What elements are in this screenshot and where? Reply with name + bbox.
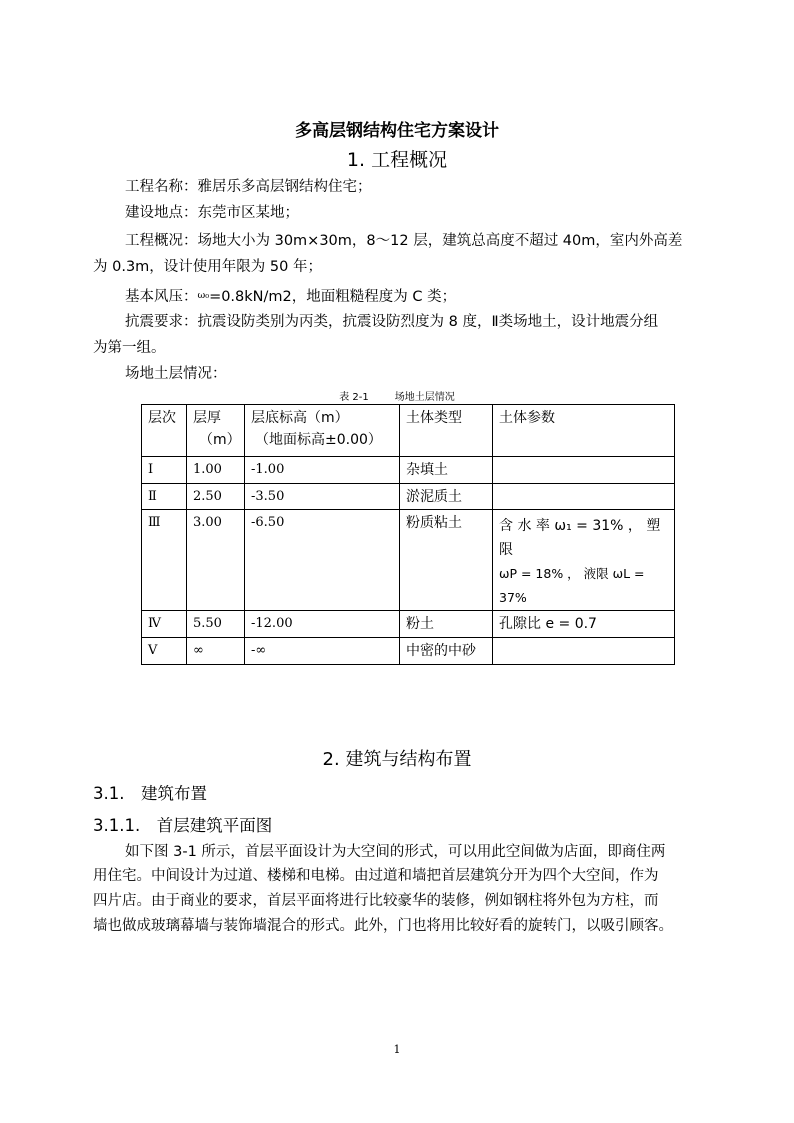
document-title: 多高层钢结构住宅方案设计 <box>295 121 499 141</box>
cell-soil-type: 杂填土 <box>400 457 493 484</box>
table-row <box>142 510 675 611</box>
header-thickness: 层厚 （m） <box>187 405 245 457</box>
paragraph-line-1: 如下图 3-1 所示，首层平面设计为大空间的形式，可以用此空间做为店面，即商住两 <box>125 844 666 860</box>
wind-label: 基本风压： <box>125 289 198 305</box>
cell-soil-params <box>493 457 675 484</box>
soil-intro-line: 场地土层情况： <box>125 366 227 382</box>
table-caption-title: 场地土层情况 <box>394 392 455 403</box>
page-number: 1 <box>393 1043 401 1056</box>
overview-line-1: 工程概况：场地大小为 30m×30m，8～12 层，建筑总高度不超过 40m，室内外高差 <box>125 233 683 249</box>
header-soil-type: 土体类型 <box>400 405 493 457</box>
table-row <box>142 638 675 665</box>
cell-elevation: -1.00 <box>245 457 400 484</box>
header-layer: 层次 <box>142 405 187 457</box>
section-2-heading: 2. 建筑与结构布置 <box>322 749 472 770</box>
seismic-line-1: 抗震要求：抗震设防类别为丙类，抗震设防烈度为 8 度，Ⅱ类场地土，设计地震分组 <box>125 314 659 330</box>
location-line: 建设地点：东莞市区某地； <box>125 205 299 221</box>
soil-layer-table <box>141 404 675 665</box>
wind-value: =0.8kN/m2，地面粗糙程度为 C 类； <box>209 289 457 305</box>
cell-elevation: -3.50 <box>245 484 400 510</box>
wind-pressure-line <box>125 286 456 307</box>
cell-thickness: 5.50 <box>187 611 245 638</box>
cell-thickness: ∞ <box>187 638 245 665</box>
table-caption <box>0 388 794 403</box>
header-soil-params: 土体参数 <box>493 405 675 457</box>
cell-soil-type: 粉质粘土 <box>400 510 493 611</box>
paragraph-line-3: 四片店。由于商业的要求，首层平面将进行比较豪华的装修，例如钢柱将外包为方柱，而 <box>93 893 659 909</box>
header-elevation: 层底标高（m） （地面标高±0.00） <box>245 405 400 457</box>
cell-elevation: -6.50 <box>245 510 400 611</box>
cell-thickness: 2.50 <box>187 484 245 510</box>
cell-layer: Ⅳ <box>142 611 187 638</box>
cell-soil-params: 含 水 率 ω₁ = 31% ， 塑 限 ωP = 18% ， 液限 ωL = 37% <box>493 510 675 611</box>
cell-elevation: -12.00 <box>245 611 400 638</box>
cell-soil-type: 中密的中砂 <box>400 638 493 665</box>
cell-soil-type: 淤泥质土 <box>400 484 493 510</box>
cell-soil-params <box>493 638 675 665</box>
wind-symbol: ω₀ <box>197 290 210 301</box>
project-name-line: 工程名称：雅居乐多高层钢结构住宅； <box>125 179 372 195</box>
cell-layer: Ⅲ <box>142 510 187 611</box>
cell-soil-type: 粉土 <box>400 611 493 638</box>
subsection-3-1-heading: 3.1. 建筑布置 <box>93 784 207 803</box>
cell-thickness: 1.00 <box>187 457 245 484</box>
table-row <box>142 457 675 484</box>
cell-thickness: 3.00 <box>187 510 245 611</box>
cell-soil-params: 孔隙比 e = 0.7 <box>493 611 675 638</box>
cell-soil-params <box>493 484 675 510</box>
subsection-3-1-1-heading: 3.1.1. 首层建筑平面图 <box>93 816 273 835</box>
seismic-line-2: 为第一组。 <box>93 340 166 356</box>
paragraph-line-4: 墙也做成玻璃幕墙与装饰墙混合的形式。此外，门也将用比较好看的旋转门，以吸引顾客。 <box>93 918 673 934</box>
section-1-heading: 1. 工程概况 <box>346 149 448 171</box>
table-header-row <box>142 405 675 457</box>
cell-layer: Ⅰ <box>142 457 187 484</box>
cell-layer: Ⅴ <box>142 638 187 665</box>
table-caption-number: 表 2-1 <box>339 392 369 403</box>
paragraph-line-2: 用住宅。中间设计为过道、楼梯和电梯。由过道和墙把首层建筑分开为四个大空间，作为 <box>93 868 659 884</box>
overview-line-2: 为 0.3m，设计使用年限为 50 年； <box>93 259 322 275</box>
table-row <box>142 611 675 638</box>
table-row <box>142 484 675 510</box>
cell-elevation: -∞ <box>245 638 400 665</box>
cell-layer: Ⅱ <box>142 484 187 510</box>
